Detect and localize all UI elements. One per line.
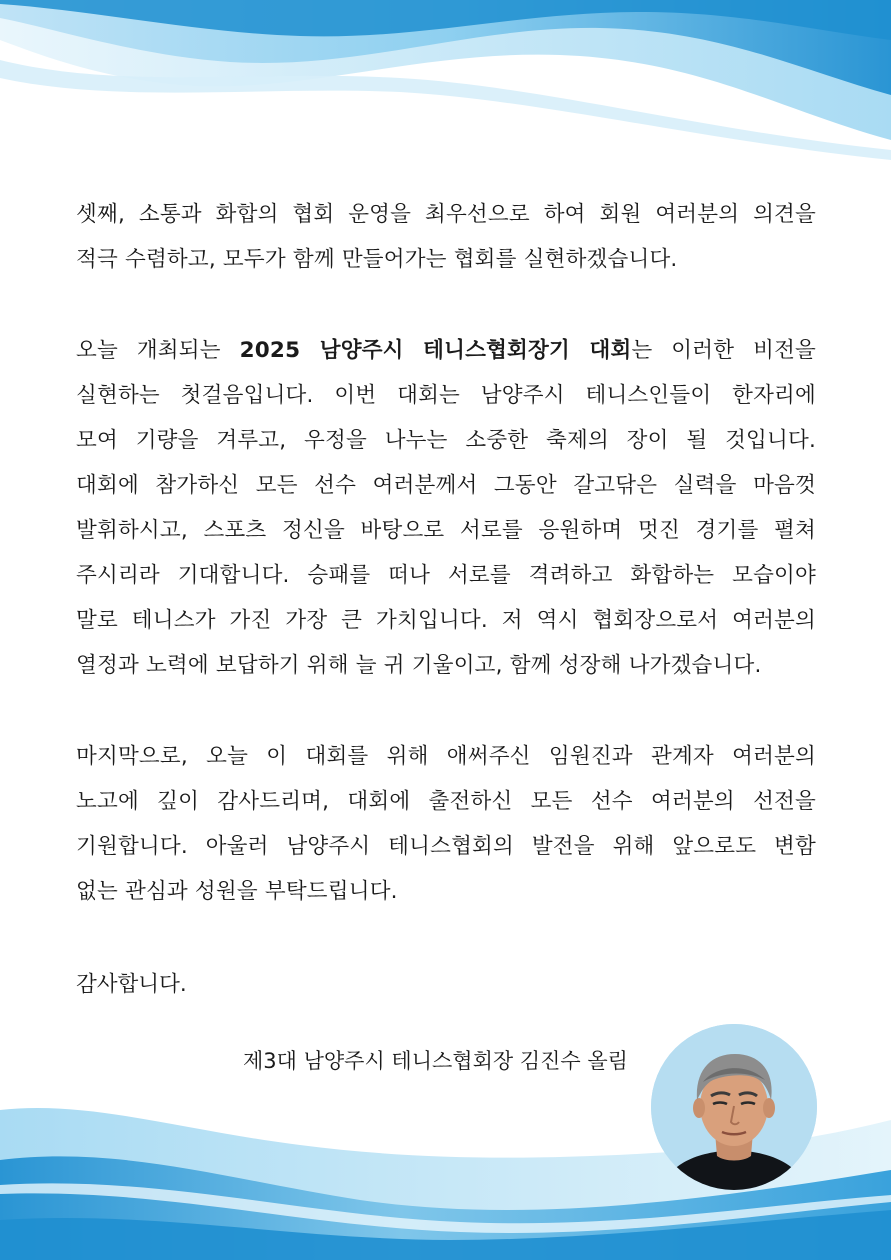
top-wave-decoration [0, 0, 891, 160]
text-segment: 오늘 개최되는 [76, 338, 240, 363]
paragraph-tournament [76, 328, 816, 688]
paragraph-gap [76, 688, 816, 734]
paragraph-third-point [76, 192, 816, 282]
text-line: 모여 기량을 겨루고, 우정을 나누는 소중한 축제의 장이 될 것입니다. [76, 428, 816, 453]
text-line: 셋째, 소통과 화합의 협회 운영을 최우선으로 하여 회원 여러분의 의견을 [76, 202, 816, 227]
text-line: 기원합니다. 아울러 남양주시 테니스협회의 발전을 위해 앞으로도 변함 [76, 834, 816, 859]
letter-body [76, 192, 816, 914]
text-line-with-event-name [76, 328, 816, 373]
text-line: 발휘하시고, 스포츠 정신을 바탕으로 서로를 응원하며 멋진 경기를 펼쳐 [76, 518, 816, 543]
portrait-photo [651, 1024, 817, 1190]
text-line: 말로 테니스가 가진 가장 큰 가치입니다. 저 역시 협회장으로서 여러분의 [76, 608, 816, 633]
text-line: 적극 수렴하고, 모두가 함께 만들어가는 협회를 실현하겠습니다. [76, 247, 678, 272]
text-line: 주시리라 기대합니다. 승패를 떠나 서로를 격려하고 화합하는 모습이야 [76, 563, 816, 588]
text-line: 대회에 참가하신 모든 선수 여러분께서 그동안 갈고닦은 실력을 마음껏 [76, 473, 816, 498]
closing-thanks: 감사합니다. [76, 972, 187, 997]
signature: 제3대 남양주시 테니스협회장 김진수 올림 [243, 1049, 628, 1073]
text-line: 실현하는 첫걸음입니다. 이번 대회는 남양주시 테니스인들이 한자리에 [76, 383, 816, 408]
text-segment: 는 이러한 비전을 [631, 338, 817, 363]
text-line: 없는 관심과 성원을 부탁드립니다. [76, 879, 398, 904]
text-line: 노고에 깊이 감사드리며, 대회에 출전하신 모든 선수 여러분의 선전을 [76, 789, 816, 814]
text-line: 마지막으로, 오늘 이 대회를 위해 애써주신 임원진과 관계자 여러분의 [76, 744, 816, 769]
text-line: 열정과 노력에 보답하기 위해 늘 귀 기울이고, 함께 성장해 나가겠습니다. [76, 653, 762, 678]
event-name: 2025 남양주시 테니스협회장기 대회 [239, 338, 632, 363]
paragraph-gap [76, 282, 816, 328]
avatar [651, 1024, 817, 1190]
paragraph-closing [76, 734, 816, 914]
